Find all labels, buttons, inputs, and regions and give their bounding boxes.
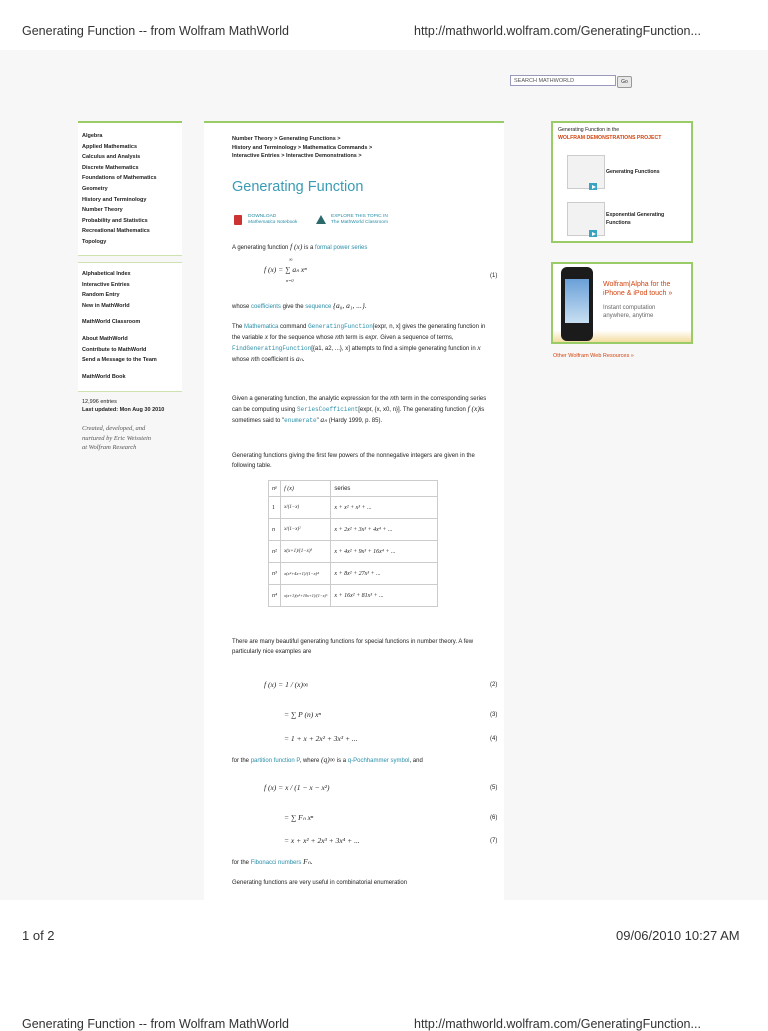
nav-topic[interactable]: Algebra — [82, 133, 103, 139]
nav-about[interactable]: About MathWorld — [82, 335, 128, 342]
mathematica-paragraph: The Mathematica command GeneratingFunction[expr, n, x] gives the generating function in the variable x for the sequence whose nth term is expr. Given a sequence of terms, FindGeneratingFunction[{a1, a2, ...}, x] attempts to find a simple generating function in x whose nth coefficient is aₙ. — [232, 323, 486, 363]
equation-6: = ∑ Fₙ xⁿ — [284, 813, 314, 822]
equation-number: (7) — [490, 838, 498, 844]
other-resources-link[interactable]: Other Wolfram Web Resources » — [553, 353, 634, 359]
closing-paragraph: Generating functions are very useful in combinatorial enumeration — [232, 880, 408, 886]
table-cell: x/(1−x) — [281, 497, 331, 519]
nav-link[interactable]: New in MathWorld — [82, 302, 130, 309]
site-stats — [82, 398, 164, 414]
ad-title: Wolfram|Alpha for the iPhone & iPod touch » — [603, 281, 673, 297]
nav-classroom[interactable]: MathWorld Classroom — [82, 319, 141, 326]
breadcrumb-line[interactable]: Number Theory > Generating Functions > — [232, 136, 341, 142]
series-coefficient-paragraph: Given a generating function, the analytic expression for the nth term in the corresponding series can be computing using SeriesCoefficient[expr, {x, x0, n}]. The generating function f (x)is sometimes said to "enumerate" aₙ (Hardy 1999, p. 85). — [232, 393, 487, 424]
table-cell: x + x² + x³ + ... — [331, 497, 438, 519]
table-header: series — [331, 481, 438, 497]
equation-4: = 1 + x + 2x² + 3x³ + ... — [284, 734, 358, 743]
table-row — [269, 585, 438, 607]
table-cell: x + 2x² + 3x³ + 4x⁴ + ... — [331, 519, 438, 541]
table-header: nᵖ — [269, 481, 281, 497]
nav-topic[interactable]: Recreational Mathematics — [82, 228, 150, 235]
notebook-icon — [234, 215, 242, 225]
table-cell: n — [269, 519, 281, 541]
table-cell: 1 — [269, 497, 281, 519]
nav-topic[interactable]: Applied Mathematics — [82, 143, 138, 150]
equation-3: = ∑ P (n) xⁿ — [284, 710, 321, 719]
play-icon[interactable] — [589, 230, 597, 237]
demo-header: Generating Function in the — [558, 127, 620, 133]
table-cell: x(x²+4x+1)/(1−x)⁴ — [281, 563, 331, 585]
next-page-header-url: http://mathworld.wolfram.com/GeneratingFunction... — [414, 1017, 701, 1031]
whose-paragraph: whose coefficients give the sequence {a₀, a₁, ...}. — [232, 301, 367, 310]
table-row — [269, 541, 438, 563]
table-cell: x + 8x² + 27x³ + ... — [331, 563, 438, 585]
credit-line: at Wolfram Research — [82, 444, 137, 451]
table-row — [269, 497, 438, 519]
nav-topic[interactable]: Foundations of Mathematics — [82, 175, 157, 182]
equation-number: (4) — [490, 736, 498, 742]
equation-1: ∞ f (x) = ∑ aₙ xⁿ n=0 — [264, 258, 307, 283]
nav-topic[interactable]: Calculus and Analysis — [82, 154, 141, 161]
demo-header-project[interactable]: WOLFRAM DEMONSTRATIONS PROJECT — [558, 135, 662, 141]
enumerate-link[interactable]: enumerate — [284, 417, 317, 424]
breadcrumb — [232, 135, 372, 161]
breadcrumb-line[interactable]: History and Terminology > Mathematica Commands > — [232, 144, 373, 151]
nav-link[interactable]: Interactive Entries — [82, 281, 130, 288]
classroom-icon — [316, 215, 326, 224]
demo-thumbnail[interactable] — [567, 155, 605, 189]
q-pochhammer-link[interactable]: q-Pochhammer symbol — [347, 758, 410, 764]
demonstrations-box — [551, 121, 693, 243]
nav-topic[interactable]: Number Theory — [82, 207, 123, 214]
table-cell: x/(1−x)² — [281, 519, 331, 541]
explore-sublabel: The MathWorld Classroom — [331, 220, 388, 225]
nav-topic[interactable]: Probability and Statistics — [82, 217, 148, 224]
site-nav — [78, 262, 182, 392]
table-row — [269, 519, 438, 541]
equation-5: f (x) = x / (1 − x − x²) — [264, 783, 330, 792]
last-updated: Last updated: Mon Aug 30 2010 — [82, 407, 165, 413]
next-page-header-title: Generating Function -- from Wolfram MathWorld — [22, 1017, 289, 1031]
page-title: Generating Function — [232, 179, 364, 195]
table-cell: n² — [269, 541, 281, 563]
print-header-title: Generating Function -- from Wolfram MathWorld — [22, 24, 289, 38]
play-icon[interactable] — [589, 183, 597, 190]
download-label: DOWNLOAD — [248, 214, 277, 219]
nav-book[interactable]: MathWorld Book — [82, 373, 126, 380]
table-cell: x + 16x² + 81x³ + ... — [331, 585, 438, 607]
article — [204, 121, 504, 902]
fibonacci-paragraph: for the Fibonacci numbers Fₙ. — [232, 857, 313, 866]
nav-link[interactable]: Random Entry — [82, 292, 120, 299]
table-row — [269, 563, 438, 585]
page-number: 1 of 2 — [22, 928, 55, 943]
wolfram-alpha-ad[interactable] — [551, 262, 693, 344]
print-header-url: http://mathworld.wolfram.com/GeneratingFunction... — [414, 24, 701, 38]
table-header-row — [269, 481, 438, 497]
partition-function-link[interactable]: partition function P — [250, 758, 300, 764]
nav-link[interactable]: Alphabetical Index — [82, 271, 131, 277]
credit-line: nurtured by Eric Weisstein — [82, 434, 152, 442]
explore-label: EXPLORE THIS TOPIC IN — [331, 214, 388, 219]
credit-line: Created, developed, and — [82, 425, 146, 432]
nav-about[interactable]: Send a Message to the Team — [82, 357, 157, 364]
coefficients-link[interactable]: coefficients — [251, 304, 281, 310]
table-header: f (x) — [281, 481, 331, 497]
equation-number: (5) — [490, 785, 498, 791]
demo-thumbnail[interactable] — [567, 202, 605, 236]
credit — [82, 424, 151, 453]
table-cell: x + 4x² + 9x³ + 16x⁴ + ... — [331, 541, 438, 563]
ad-subtitle: Instant computation anywhere, anytime — [603, 305, 656, 319]
equation-2: f (x) = 1 / (x)∞ — [264, 680, 309, 689]
topic-nav — [78, 121, 182, 256]
demo-link[interactable]: Exponential Generating Functions — [606, 212, 665, 226]
equation-7: = x + x² + 2x³ + 3x⁴ + ... — [284, 836, 360, 845]
special-functions-paragraph: There are many beautiful generating functions for special functions in number theory. A few particularly nice examples are — [232, 639, 474, 655]
intro-paragraph: A generating function f (x) is a formal power series — [232, 242, 368, 251]
nav-topic[interactable]: Topology — [82, 238, 107, 245]
sequence-link[interactable]: sequence — [305, 304, 332, 310]
table-cell: x(x+1)/(1−x)³ — [281, 541, 331, 563]
download-sublabel: Mathematica Notebook — [248, 220, 298, 225]
equation-number: (6) — [490, 815, 498, 821]
equation-number: (3) — [490, 712, 498, 718]
formal-power-series-link[interactable]: formal power series — [315, 245, 368, 251]
search-input[interactable]: SEARCH MATHWORLD — [510, 75, 616, 86]
partition-paragraph: for the partition function P, where (q)∞ is a q-Pochhammer symbol, and — [232, 755, 423, 764]
nav-topic[interactable]: History and Terminology — [82, 196, 147, 203]
table-cell: x(x+1)(x²+10x+1)/(1−x)⁵ — [281, 585, 331, 607]
table-cell: n⁴ — [269, 585, 281, 607]
findgeneratingfunction-link[interactable]: FindGeneratingFunction — [232, 345, 312, 352]
fibonacci-link[interactable]: Fibonacci numbers — [250, 860, 302, 866]
equation-number: (1) — [490, 273, 498, 279]
nav-about[interactable]: Contribute to MathWorld — [82, 346, 147, 353]
print-datetime: 09/06/2010 10:27 AM — [616, 928, 740, 943]
entry-count: 12,996 entries — [82, 399, 117, 405]
equation-number: (2) — [490, 682, 498, 688]
nav-topic[interactable]: Geometry — [82, 185, 108, 192]
iphone-image — [561, 267, 593, 341]
search-button[interactable]: Go — [617, 76, 632, 88]
generatingfunction-link[interactable]: GeneratingFunction — [308, 323, 373, 330]
table-cell: n³ — [269, 563, 281, 585]
mathematica-link[interactable]: Mathematica — [244, 324, 279, 330]
table-intro: Generating functions giving the first few powers of the nonnegative integers are given in the following table. — [232, 453, 475, 469]
seriescoefficient-link[interactable]: SeriesCoefficient — [297, 406, 359, 413]
generating-function-table — [268, 480, 438, 607]
demo-link[interactable]: Generating Functions — [606, 169, 660, 175]
nav-topic[interactable]: Discrete Mathematics — [82, 164, 139, 171]
breadcrumb-line[interactable]: Interactive Entries > Interactive Demonstrations > — [232, 153, 362, 159]
